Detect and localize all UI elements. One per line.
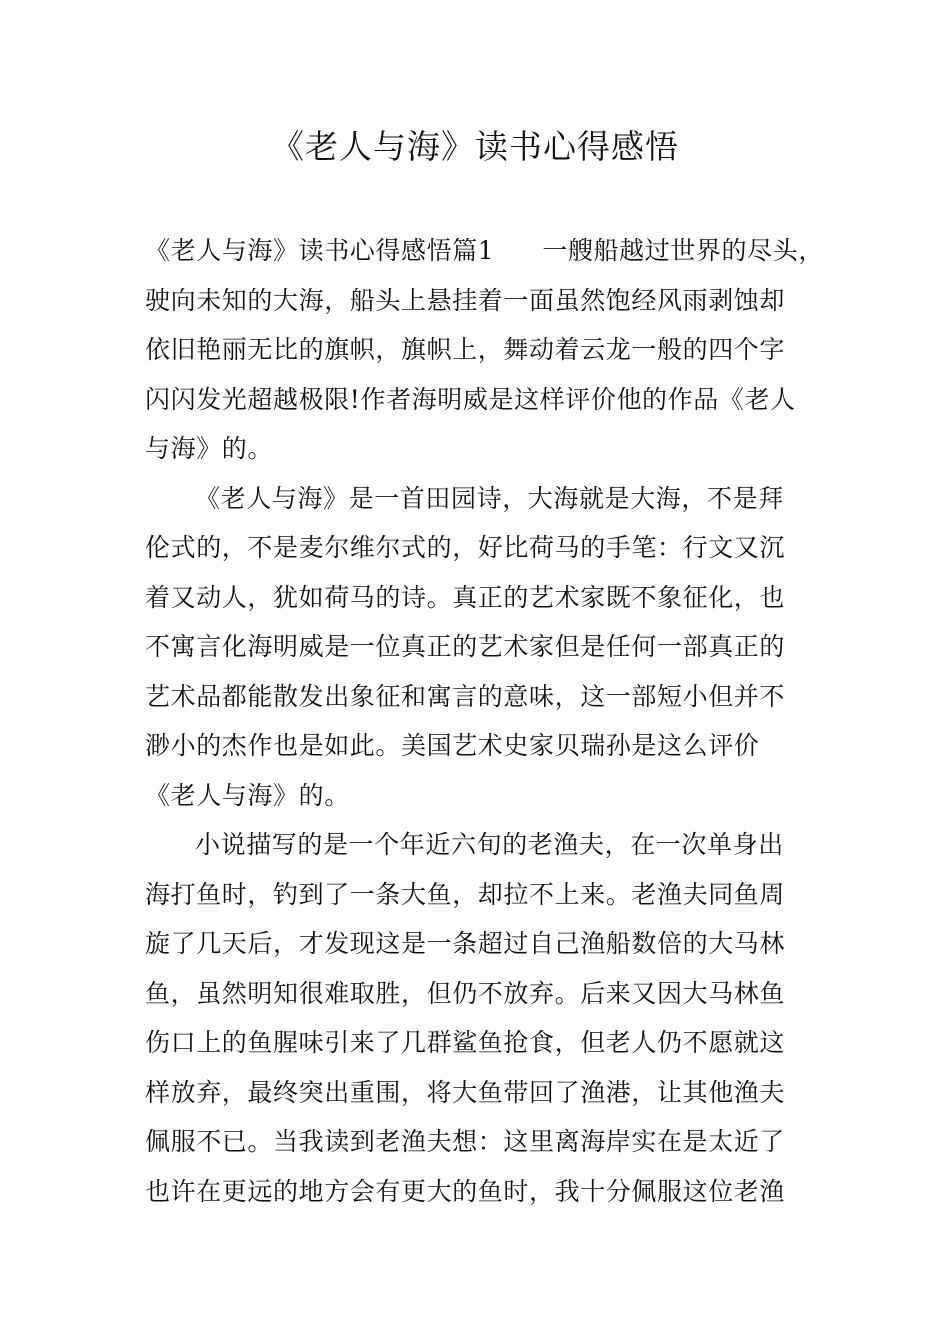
paragraph-line: 伦式的，不是麦尔维尔式的，好比荷马的手笔：行文又沉 — [145, 533, 786, 562]
paragraph-line: 渺小的杰作也是如此。美国艺术史家贝瑞孙是这么评价 — [145, 731, 760, 760]
paragraph-line: 艺术品都能散发出象征和寓言的意味，这一部短小但并不 — [145, 681, 786, 711]
paragraph-line: 闪闪发光超越极限!作者海明威是这样评价他的作品《老人 — [145, 384, 796, 414]
paragraph-text: 一艘船越过世界的尽头， — [542, 236, 824, 265]
paragraph-line: 旋了几天后，才发现这是一条超过自己渔船数倍的大马林 — [145, 929, 786, 958]
paragraph-line: 与海》的。 — [145, 434, 274, 463]
document-title: 《老人与海》读书心得感悟 — [271, 127, 679, 166]
paragraph-line: 着又动人，犹如荷马的诗。真正的艺术家既不象征化，也 — [145, 582, 786, 612]
paragraph-line: 鱼，虽然明知很难取胜，但仍不放弃。后来又因大马林鱼 — [145, 978, 786, 1008]
paragraph-line: 《老人与海》的。 — [145, 780, 350, 810]
section-heading: 《老人与海》读书心得感悟篇1 — [145, 236, 495, 265]
paragraph-line: 佩服不已。当我读到老渔夫想：这里离海岸实在是太近了 — [145, 1127, 786, 1156]
document-body — [145, 226, 825, 1216]
paragraph-line: 伤口上的鱼腥味引来了几群鲨鱼抢食，但老人仍不愿就这 — [145, 1028, 786, 1057]
paragraph-line: 《老人与海》是一首田园诗，大海就是大海，不是拜 — [195, 483, 784, 513]
paragraph-line: 也许在更远的地方会有更大的鱼时，我十分佩服这位老渔 — [145, 1176, 786, 1206]
paragraph-line: 小说描写的是一个年近六旬的老渔夫，在一次单身出 — [195, 830, 784, 859]
paragraph-line: 海打鱼时，钓到了一条大鱼，却拉不上来。老渔夫同鱼周 — [145, 879, 786, 909]
paragraph-line: 依旧艳丽无比的旗帜，旗帜上，舞动着云龙一般的四个字 — [145, 335, 786, 364]
paragraph-line: 不寓言化海明威是一位真正的艺术家但是任何一部真正的 — [145, 632, 786, 661]
paragraph-line: 驶向未知的大海，船头上悬挂着一面虽然饱经风雨剥蚀却 — [145, 285, 786, 315]
paragraph-line: 样放弃，最终突出重围，将大鱼带回了渔港，让其他渔夫 — [145, 1077, 786, 1107]
paragraph-line — [145, 226, 825, 276]
